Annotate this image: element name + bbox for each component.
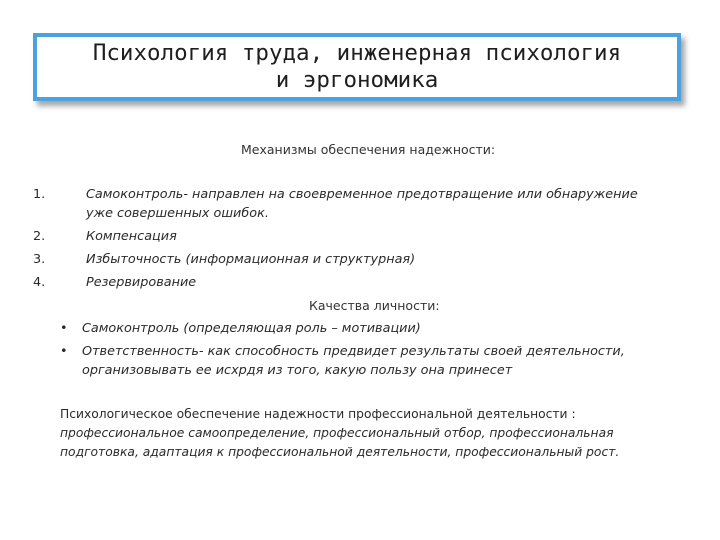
slide-title-line-1: Психология труда, инженерная психология [92,40,622,66]
list-number: 1. [33,187,46,202]
summary-line: профессиональное самоопределение, профессиональный отбор, профессиональная [60,426,614,440]
list-number: 2. [33,229,46,244]
bullet-icon: • [60,321,68,336]
list-item-text: Резервирование [86,275,197,290]
qualities-heading: Качества личности: [309,298,440,313]
summary-line: подготовка, адаптация к профессиональной деятельности, профессиональный рост. [60,445,620,459]
list-item-text: Ответственность- как способность предвидет результаты своей деятельности, [82,344,625,359]
summary-heading: Психологическое обеспечение надежности профессиональной деятельности : [60,407,576,421]
mechanisms-heading: Механизмы обеспечения надежности: [241,142,496,157]
slide-title-line-2: и эргономика [275,67,439,93]
bullet-icon: • [60,344,68,359]
list-item-text: Избыточность (информационная и структурная) [86,252,416,267]
list-item-text: Самоконтроль (определяющая роль – мотивации) [82,321,421,336]
summary-paragraph [60,405,700,462]
list-item-text: уже совершенных ошибок. [86,206,269,221]
slide-title-box [33,33,681,101]
list-item-text: Компенсация [86,229,177,244]
list-number: 4. [33,275,46,290]
list-number: 3. [33,252,46,267]
list-item-text: организовывать ее исхрдя из того, какую пользу она принесет [82,363,513,378]
list-item-text: Самоконтроль- направлен на своевременное предотвращение или обнаружение [86,187,638,202]
